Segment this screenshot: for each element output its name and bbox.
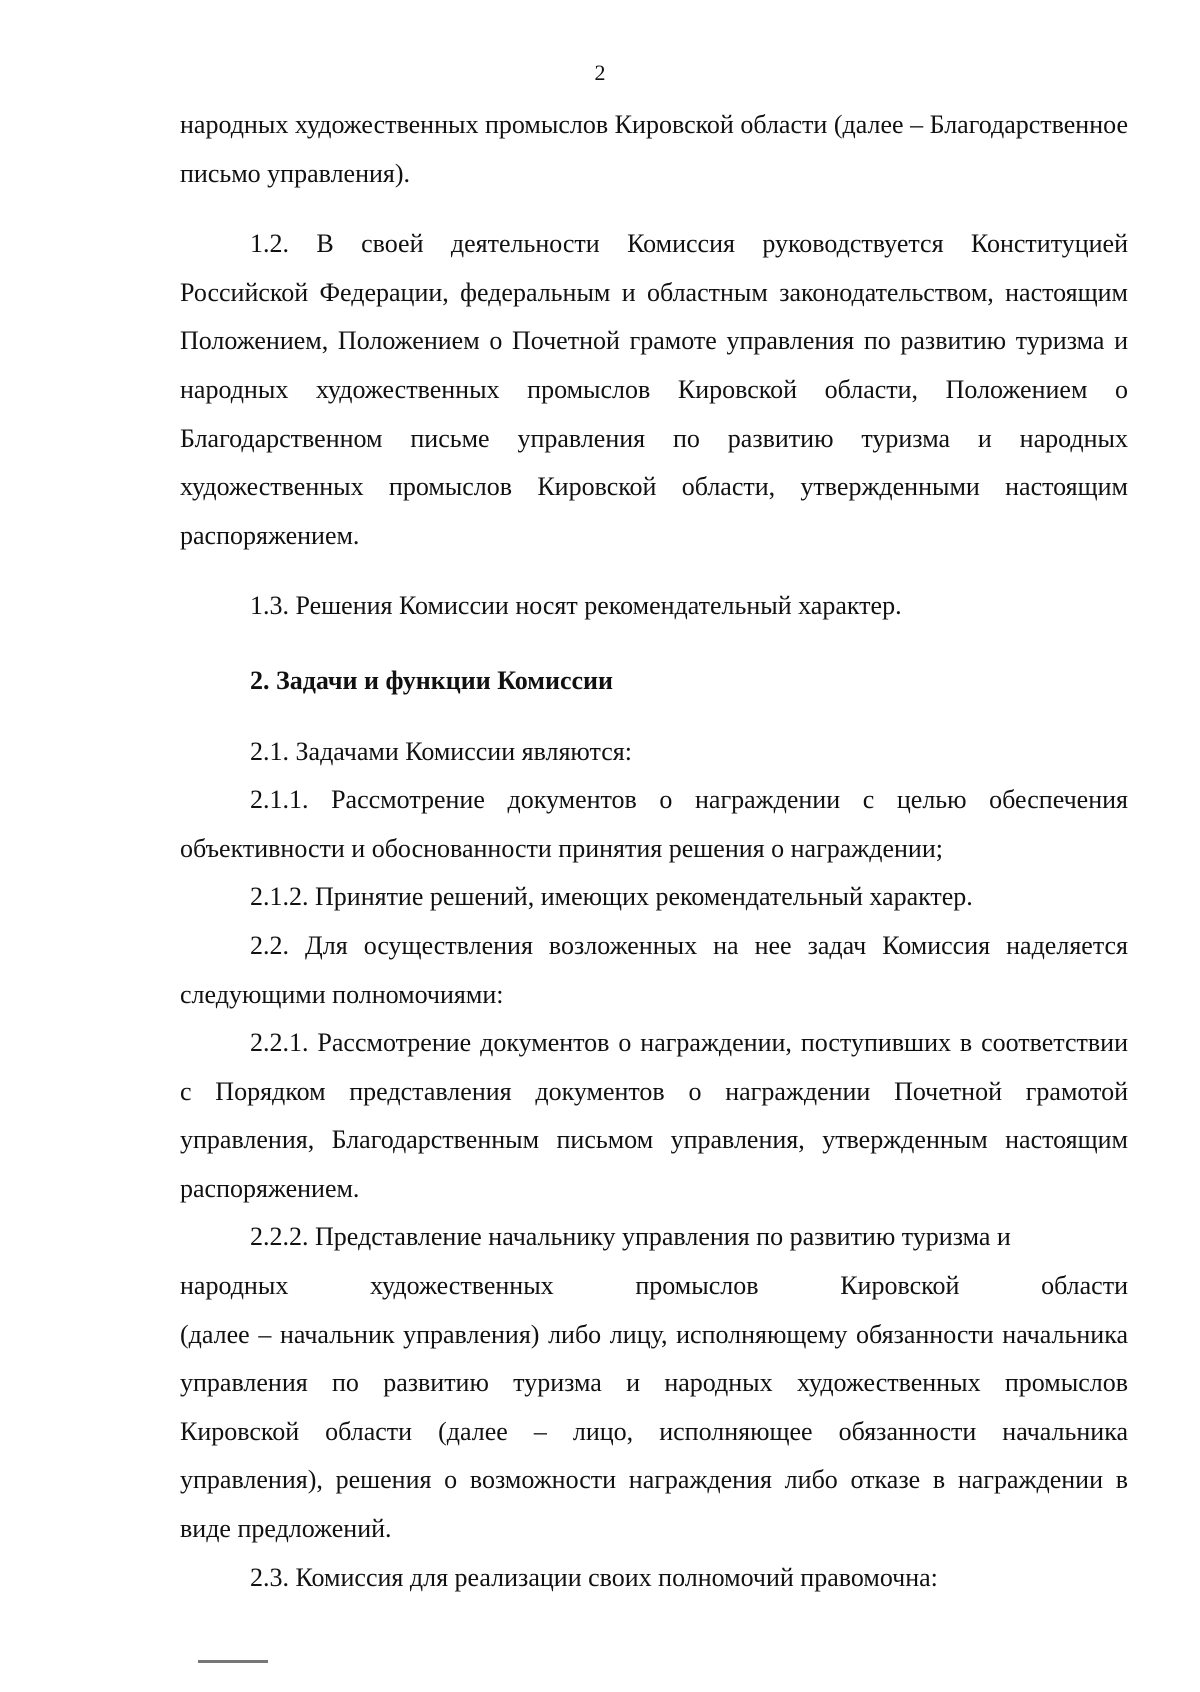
paragraph-2-2: 2.2. Для осуществления возложенных на нее задач Комиссия наделяется следующими полномочиями: <box>180 930 1128 1009</box>
document-body <box>180 101 1128 1602</box>
page-number: 2 <box>594 60 606 85</box>
paragraph-2-2-2-line-1: 2.2.2. Представление начальнику управления по развитию туризма и <box>250 1222 1011 1252</box>
paragraph-2-2-2-rest: (далее – начальник управления) либо лицу, исполняющему обязанности начальника управления по развитию туризма и народных художественных промыслов Кировской области (далее – лицо, исполняющее обязанности начальника управления), решения о возможности награждения либо отказе в награждении в виде предложений. <box>180 1319 1128 1544</box>
paragraph-2-1-1: 2.1.1. Рассмотрение документов о награждении с целью обеспечения объективности и обоснованности принятия решения о награждении; <box>180 785 1128 863</box>
paragraph-2-3: 2.3. Комиссия для реализации своих полномочий правомочна: <box>250 1562 938 1592</box>
paragraph-intro-continuation: народных художественных промыслов Кировской области (далее – Благодарственное письмо управления). <box>180 110 1128 188</box>
paragraph-2-2-1: 2.2.1. Рассмотрение документов о награждении, поступивших в соответствии с Порядком представления документов о награждении Почетной грамотой управления, Благодарственным письмом управления, утвержденным настоящим распоряжением. <box>180 1028 1128 1203</box>
scan-artifact-line <box>198 1660 268 1663</box>
paragraph-1-3: 1.3. Решения Комиссии носят рекомендательный характер. <box>250 591 902 621</box>
paragraph-2-2-2-line-2: народных художественных промыслов Кировской области <box>180 1271 1128 1301</box>
section-heading: 2. Задачи и функции Комиссии <box>250 665 613 695</box>
paragraph-1-2: 1.2. В своей деятельности Комиссия руководствуется Конституцией Российской Федерации, федеральным и областным законодательством, настоящим Положением, Положением о Почетной грамоте управления по развитию туризма и народных художественных промыслов Кировской области, Положением о Благодарственном письме управления по развитию туризма и народных художественных промыслов Кировской области, утвержденными настоящим распоряжением. <box>180 229 1128 550</box>
paragraph-2-1: 2.1. Задачами Комиссии являются: <box>250 736 632 766</box>
paragraph-2-1-2: 2.1.2. Принятие решений, имеющих рекомендательный характер. <box>250 882 973 912</box>
